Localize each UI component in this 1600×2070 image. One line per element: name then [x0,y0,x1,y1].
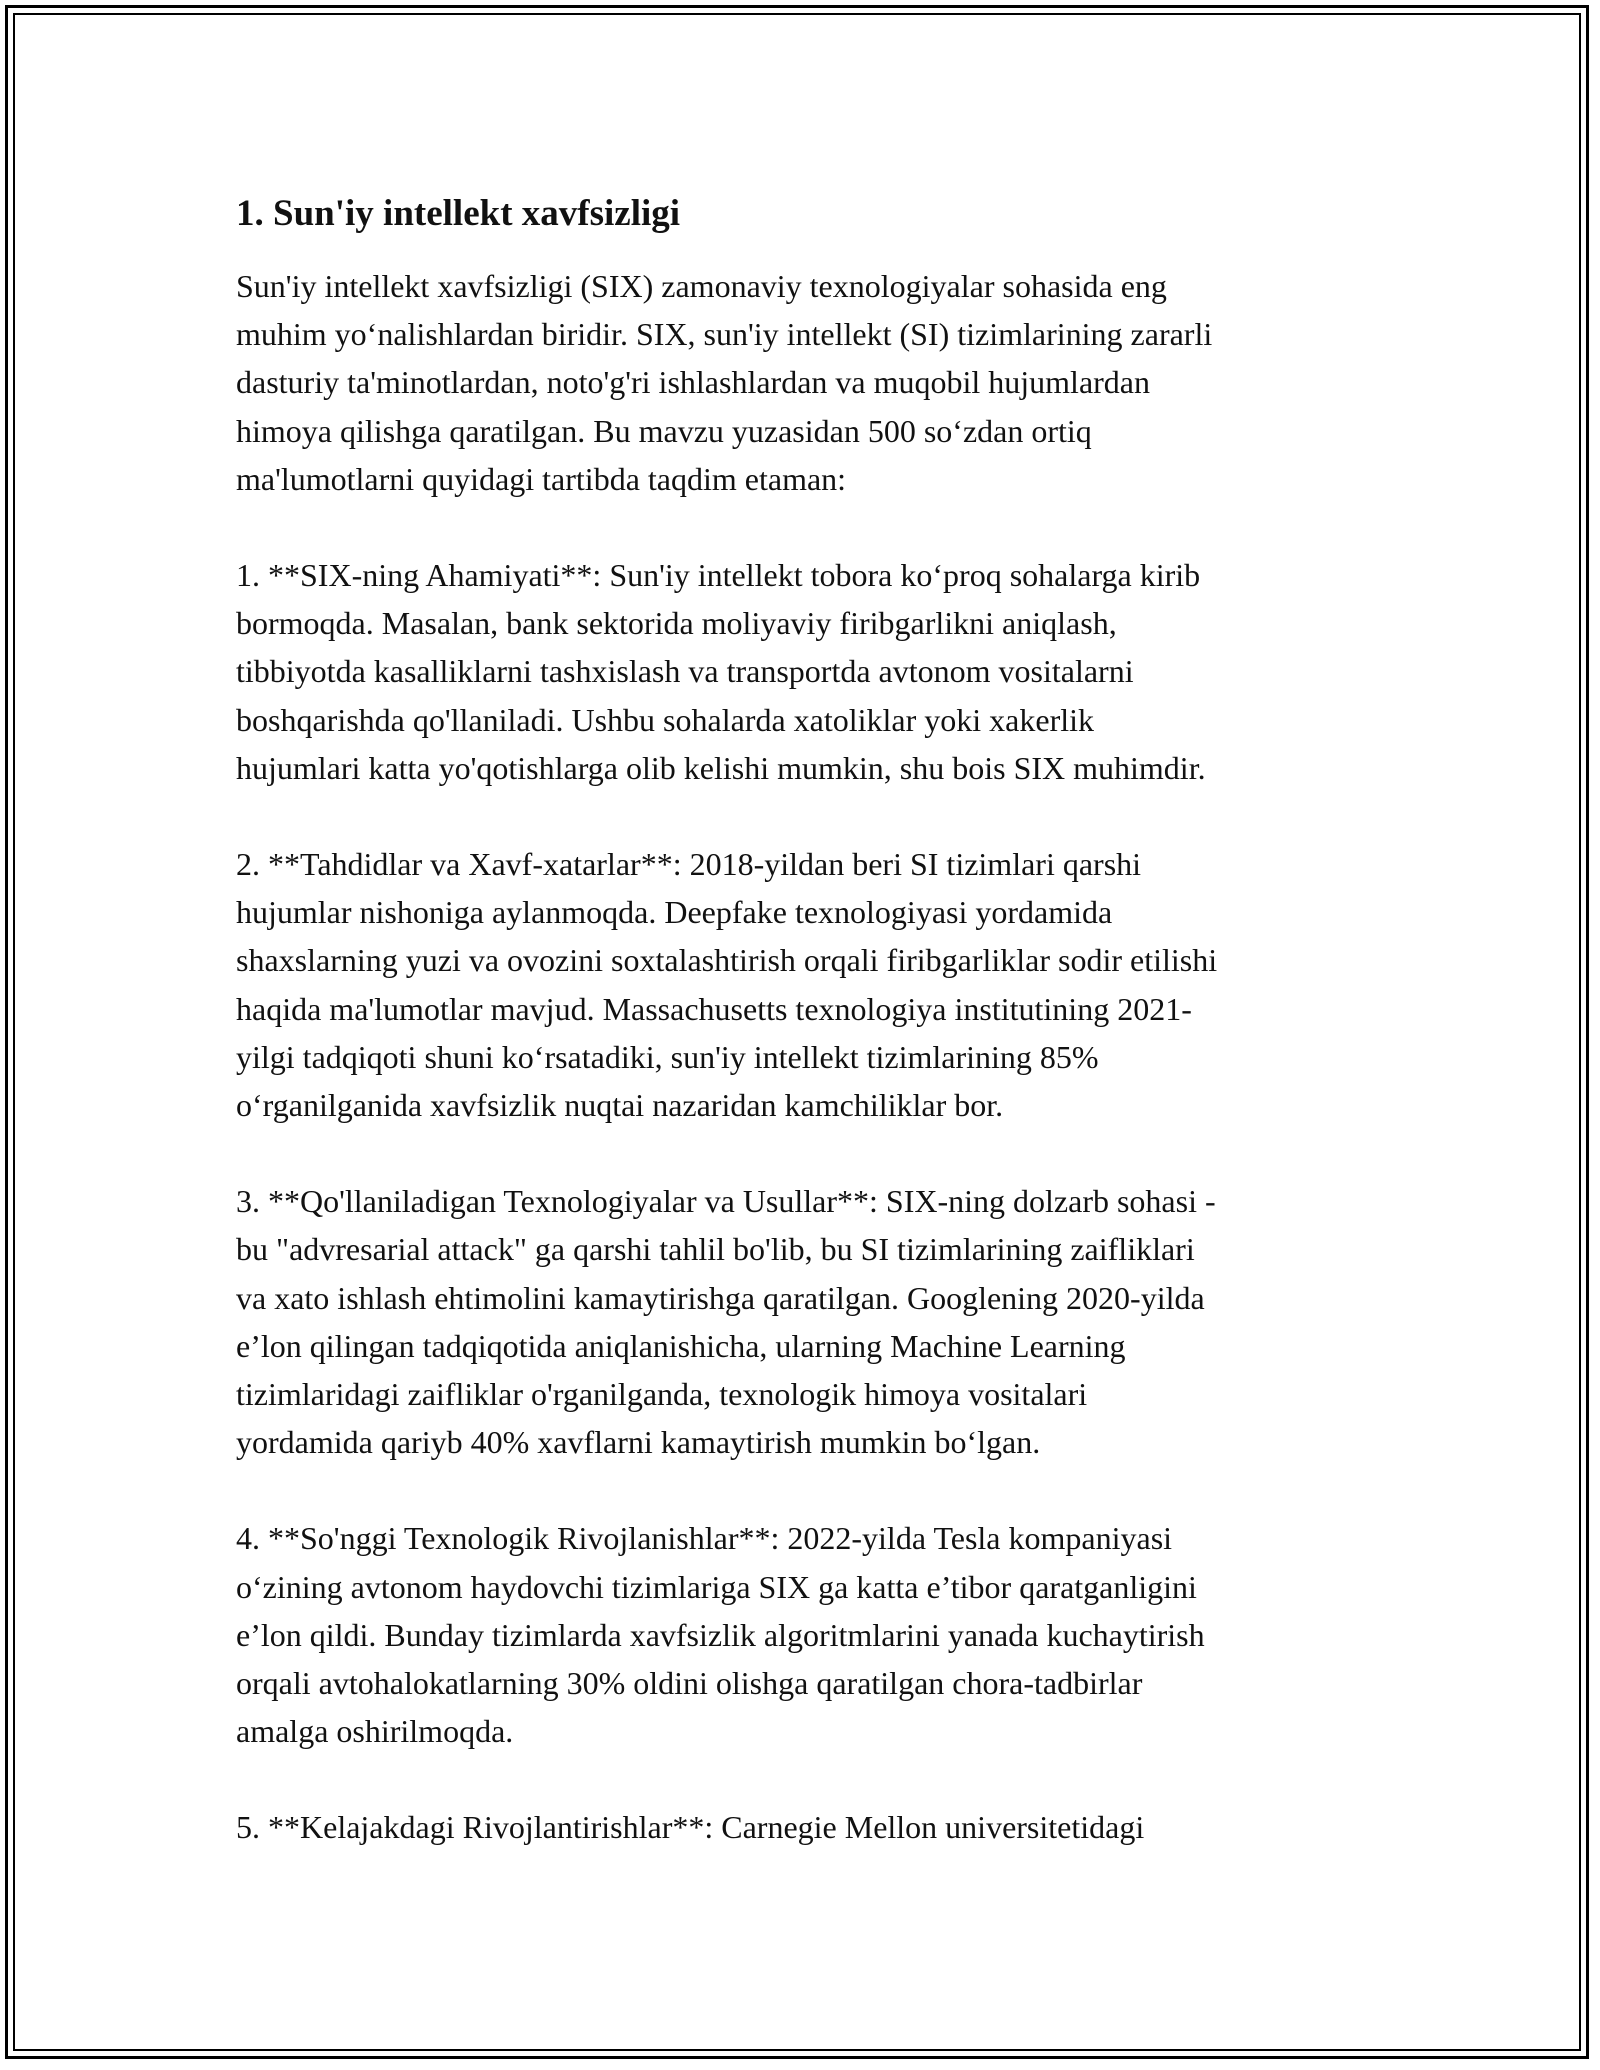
text-line: tizimlaridagi zaifliklar o'rganilganda, texnologik himoya vositalari [236,1376,1088,1413]
text-line: 4. **So'nggi Texnologik Rivojlanishlar**: 2022-yilda Tesla kompaniyasi [236,1520,1173,1557]
text-line: yilgi tadqiqoti shuni ko‘rsatadiki, sun'iy intellekt tizimlarining 85% [236,1038,1099,1075]
text-line: e’lon qildi. Bunday tizimlarda xavfsizlik algoritmlarini yanada kuchaytirish [236,1616,1205,1653]
text-line: 5. **Kelajakdagi Rivojlantirishlar**: Carnegie Mellon universitetidagi [236,1809,1145,1846]
text-line: tibbiyotda kasalliklarni tashxislash va transportda avtonom vositalarni [236,653,1134,690]
text-line: va xato ishlash ehtimolini kamaytirishga qaratilgan. Googlening 2020-yilda [236,1279,1205,1316]
text-line: haqida ma'lumotlar mavjud. Massachusetts texnologiya institutining 2021- [236,990,1192,1027]
text-line: ma'lumotlarni quyidagi tartibda taqdim etaman: [236,460,847,497]
paragraph [236,1177,1386,1466]
text-line: hujumlar nishoniga aylanmoqda. Deepfake texnologiyasi yordamida [236,894,1113,931]
text-line: shaxslarning yuzi va ovozini soxtalashtirish orqali firibgarliklar sodir etilishi [236,942,1218,979]
text-line: o‘zining avtonom haydovchi tizimlariga SIX ga katta e’tibor qaratganligini [236,1568,1197,1605]
paragraph [236,1803,1386,1851]
text-line: himoya qilishga qaratilgan. Bu mavzu yuzasidan 500 so‘zdan ortiq [236,412,1092,449]
text-line: boshqarishda qo'llaniladi. Ushbu sohalarda xatoliklar yoki xakerlik [236,701,1095,738]
text-line: dasturiy ta'minotlardan, noto'g'ri ishlashlardan va muqobil hujumlardan [236,364,1150,401]
paragraph-list [236,262,1386,1852]
paragraph [236,262,1386,503]
paragraph [236,840,1386,1129]
text-line: e’lon qilingan tadqiqotida aniqlanishicha, ularning Machine Learning [236,1327,1126,1364]
section-heading: 1. Sun'iy intellekt xavfsizligi [236,193,681,234]
text-line: muhim yo‘nalishlardan biridir. SIX, sun'iy intellekt (SI) tizimlarining zararli [236,316,1213,353]
text-line: yordamida qariyb 40% xavflarni kamaytirish mumkin bo‘lgan. [236,1424,1041,1461]
text-line: bu "advresarial attack" ga qarshi tahlil bo'lib, bu SI tizimlarining zaifliklari [236,1231,1195,1268]
text-line: 3. **Qo'llaniladigan Texnologiyalar va Usullar**: SIX-ning dolzarb sohasi - [236,1183,1216,1220]
text-line: amalga oshirilmoqda. [236,1713,514,1750]
text-line: o‘rganilganida xavfsizlik nuqtai nazaridan kamchiliklar bor. [236,1087,1004,1124]
paragraph [236,1514,1386,1755]
paragraph [236,551,1386,792]
document-body [236,188,1386,1900]
text-line: 2. **Tahdidlar va Xavf-xatarlar**: 2018-yildan beri SI tizimlari qarshi [236,846,1142,883]
text-line: bormoqda. Masalan, bank sektorida moliyaviy firibgarlikni aniqlash, [236,605,1117,642]
text-line: hujumlari katta yo'qotishlarga olib kelishi mumkin, shu bois SIX muhimdir. [236,749,1206,786]
text-line: Sun'iy intellekt xavfsizligi (SIX) zamonaviy texnologiyalar sohasida eng [236,268,1167,304]
text-line: orqali avtohalokatlarning 30% oldini olishga qaratilgan chora-tadbirlar [236,1665,1143,1702]
text-line: 1. **SIX-ning Ahamiyati**: Sun'iy intellekt tobora ko‘proq sohalarga kirib [236,557,1201,594]
